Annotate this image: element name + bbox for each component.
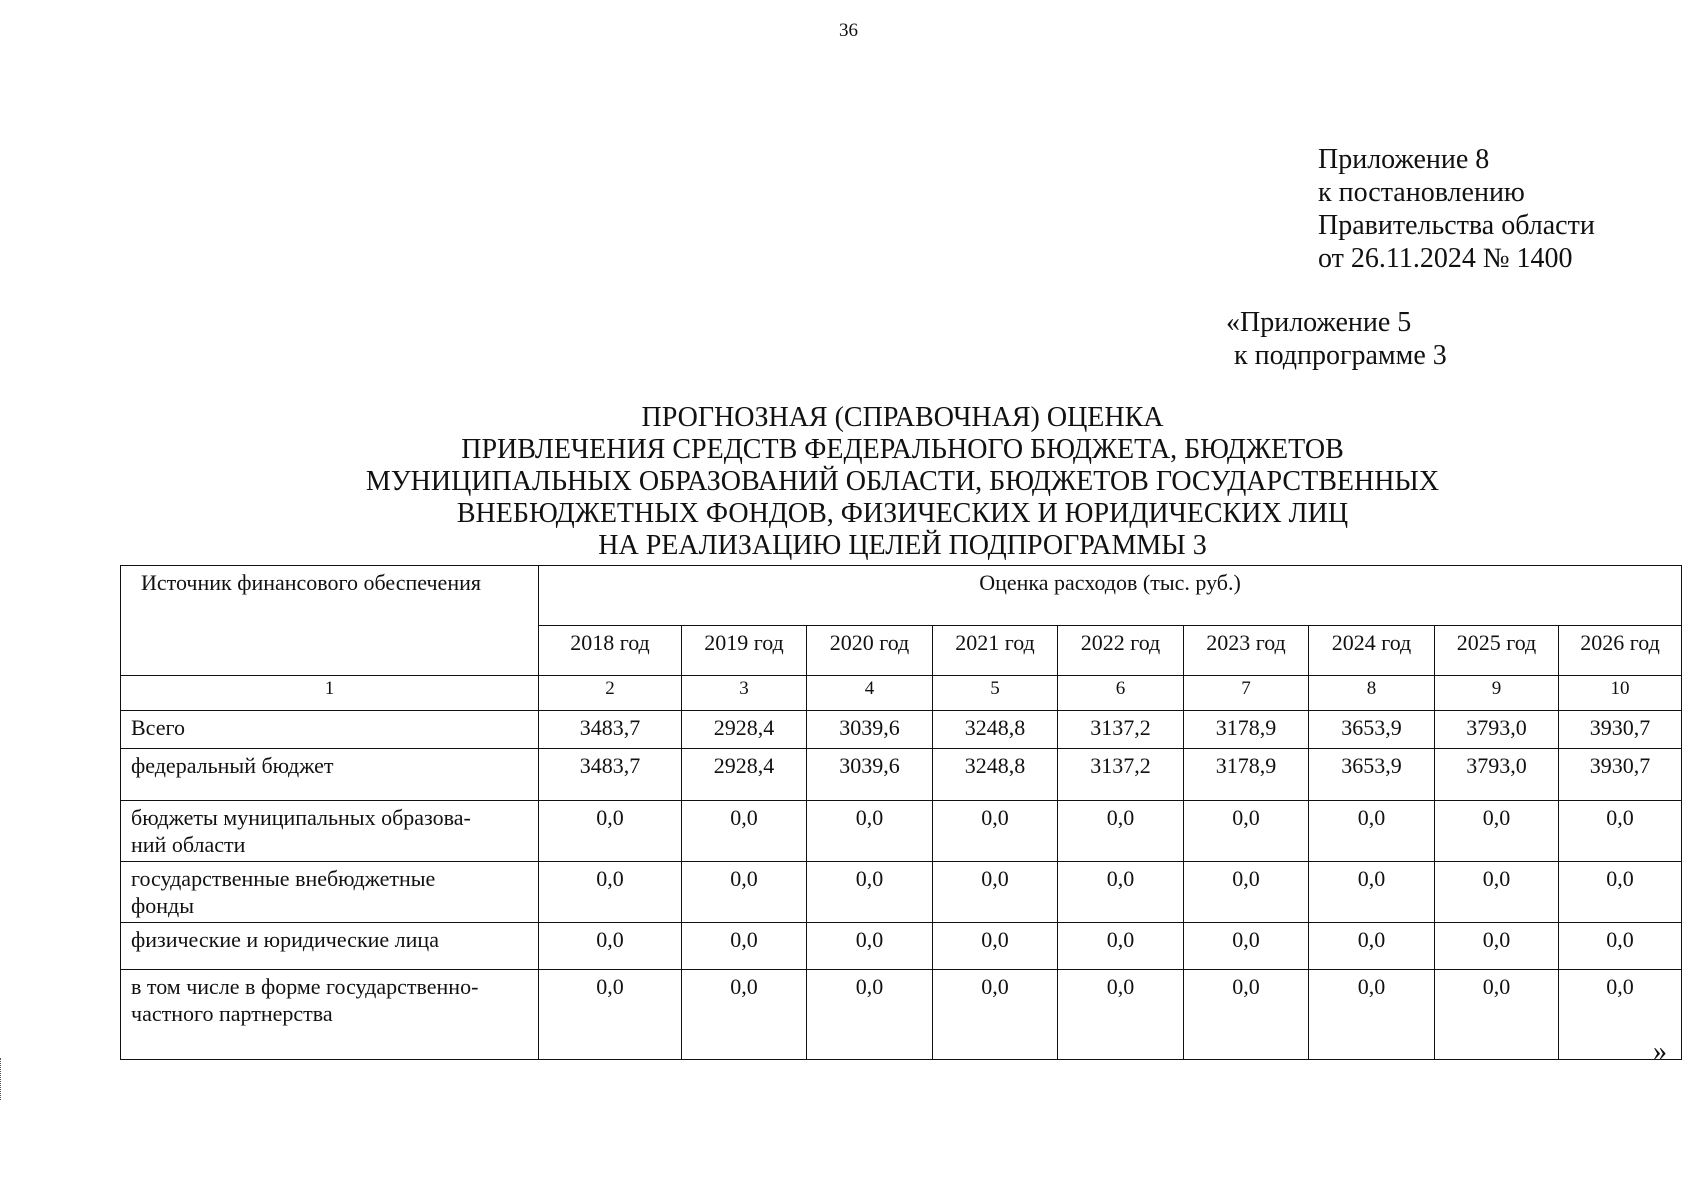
column-number-row [121,676,1682,711]
table-cell: 0,0 [1309,970,1435,1060]
row-label [121,749,539,801]
source-header: Источник финансового обеспечения [121,566,539,676]
year-header: 2026 год [1559,626,1682,676]
table-cell: 3483,7 [539,749,682,801]
table-cell: 0,0 [1435,862,1559,923]
table-cell: 3483,7 [539,711,682,749]
table-cell: 3039,6 [807,749,933,801]
table-cell: 3178,9 [1184,711,1309,749]
table-cell: 0,0 [1058,801,1184,862]
column-number: 6 [1058,676,1184,711]
closing-quote: » [1653,1036,1667,1067]
table-row [121,970,1682,1060]
row-label [121,711,539,749]
column-number: 8 [1309,676,1435,711]
table-cell: 0,0 [1309,801,1435,862]
appendix-8-line: от 26.11.2024 № 1400 [1318,243,1573,274]
title-line: ВНЕБЮДЖЕТНЫХ ФОНДОВ, ФИЗИЧЕСКИХ И ЮРИДИЧЕСКИХ ЛИЦ [456,498,1349,529]
table-cell: 0,0 [682,923,807,970]
table-cell: 0,0 [807,923,933,970]
table-cell: 0,0 [539,970,682,1060]
table-cell: 0,0 [1435,923,1559,970]
column-number: 9 [1435,676,1559,711]
column-number: 1 [121,676,539,711]
table-cell: 0,0 [1058,862,1184,923]
row-label-line: ний области [131,832,246,857]
page-number: 36 [839,20,858,41]
row-label-line: фонды [131,893,195,918]
year-header: 2019 год [682,626,807,676]
table-cell: 0,0 [539,862,682,923]
table-cell: 0,0 [1559,923,1682,970]
table-row [121,711,1682,749]
row-label-line: частного партнерства [131,1001,333,1026]
title-line: НА РЕАЛИЗАЦИЮ ЦЕЛЕЙ ПОДПРОГРАММЫ 3 [598,530,1207,561]
row-label-line: в том числе в форме государственно- [131,974,479,999]
table-cell: 0,0 [807,801,933,862]
table-cell: 0,0 [1309,862,1435,923]
table-cell: 2928,4 [682,749,807,801]
appendix-5-line: к подпрограмме 3 [1234,340,1447,371]
table-cell: 0,0 [807,862,933,923]
table-row [121,749,1682,801]
table-cell: 0,0 [1058,923,1184,970]
table-cell: 0,0 [1184,970,1309,1060]
appendix-8-line: Приложение 8 [1318,144,1490,175]
row-label [121,801,539,862]
table-cell: 0,0 [933,970,1058,1060]
table-cell: 0,0 [682,970,807,1060]
table-cell: 3178,9 [1184,749,1309,801]
row-label-line: федеральный бюджет [131,753,334,778]
year-header: 2021 год [933,626,1058,676]
table-cell: 0,0 [1559,862,1682,923]
row-label [121,862,539,923]
table-cell: 3653,9 [1309,711,1435,749]
table-cell: 3137,2 [1058,711,1184,749]
title-line: МУНИЦИПАЛЬНЫХ ОБРАЗОВАНИЙ ОБЛАСТИ, БЮДЖЕТОВ ГОСУДАРСТВЕННЫХ [365,466,1440,497]
table-cell: 0,0 [539,801,682,862]
column-number: 2 [539,676,682,711]
column-number: 5 [933,676,1058,711]
table-cell: 0,0 [1184,801,1309,862]
column-number: 4 [807,676,933,711]
title-line: ПРИВЛЕЧЕНИЯ СРЕДСТВ ФЕДЕРАЛЬНОГО БЮДЖЕТА, БЮДЖЕТОВ [461,434,1344,465]
table-cell: 0,0 [1435,801,1559,862]
table-row [121,801,1682,862]
table-cell: 0,0 [1559,970,1682,1060]
table-cell: 0,0 [1184,923,1309,970]
table-cell: 0,0 [1435,970,1559,1060]
table-cell: 0,0 [682,801,807,862]
table-cell: 3930,7 [1559,749,1682,801]
table-row [121,862,1682,923]
appendix-8-line: к постановлению [1318,177,1525,208]
table-cell: 0,0 [933,862,1058,923]
table-cell: 0,0 [807,970,933,1060]
table-cell: 0,0 [1184,862,1309,923]
row-label-line: бюджеты муниципальных образова- [131,805,471,830]
year-header: 2018 год [539,626,682,676]
column-number: 10 [1559,676,1682,711]
document-title [0,402,1697,562]
appendix-8-line: Правительства области [1318,210,1595,241]
year-header: 2022 год [1058,626,1184,676]
appendix-5-line: «Приложение 5 [1226,307,1412,338]
table-cell: 3039,6 [807,711,933,749]
funding-estimate-table [120,565,1682,1060]
row-label [121,923,539,970]
scan-edge-mark [0,1058,3,1100]
row-label-line: физические и юридические лица [131,927,439,952]
table-cell: 3793,0 [1435,711,1559,749]
table-cell: 3248,8 [933,749,1058,801]
table-cell: 0,0 [933,923,1058,970]
table-cell: 3930,7 [1559,711,1682,749]
title-line: ПРОГНОЗНАЯ (СПРАВОЧНАЯ) ОЦЕНКА [641,402,1164,433]
table-cell: 2928,4 [682,711,807,749]
row-label-line: государственные внебюджетные [131,866,436,891]
table-cell: 0,0 [1309,923,1435,970]
table-cell: 0,0 [539,923,682,970]
appendix-5-block [1226,306,1447,372]
column-number: 7 [1184,676,1309,711]
table-cell: 3137,2 [1058,749,1184,801]
year-header: 2024 год [1309,626,1435,676]
estimate-header: Оценка расходов (тыс. руб.) [539,566,1682,626]
year-header: 2020 год [807,626,933,676]
table-cell: 3248,8 [933,711,1058,749]
table-cell: 0,0 [933,801,1058,862]
table-cell: 3653,9 [1309,749,1435,801]
column-number: 3 [682,676,807,711]
appendix-8-block [1318,143,1595,275]
table-cell: 0,0 [1058,970,1184,1060]
table-cell: 3793,0 [1435,749,1559,801]
table-cell: 0,0 [682,862,807,923]
table-row [121,923,1682,970]
table-cell: 0,0 [1559,801,1682,862]
row-label [121,970,539,1060]
year-header: 2023 год [1184,626,1309,676]
year-header: 2025 год [1435,626,1559,676]
row-label-line: Всего [131,715,185,740]
